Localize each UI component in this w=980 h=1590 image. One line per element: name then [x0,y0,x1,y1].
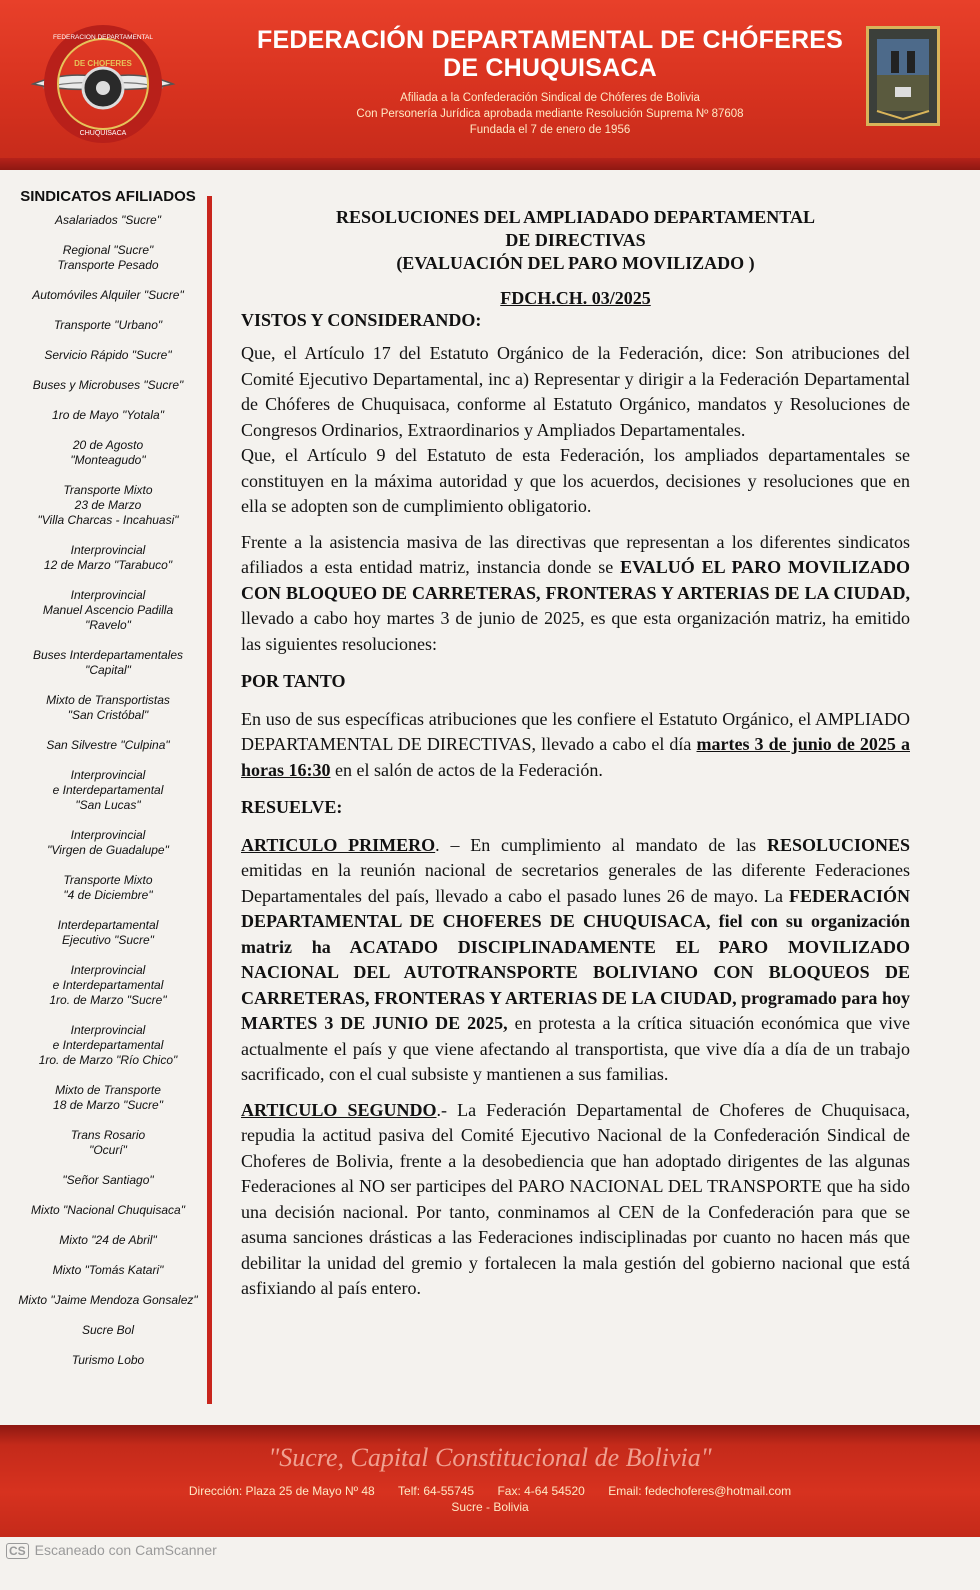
resolution-title: RESOLUCIONES DEL AMPLIADADO DEPARTAMENTAL DE DIRECTIVAS (EVALUACIÓN DEL PARO MOVILIZADO ) [336,207,815,273]
footer-address: Dirección: Plaza 25 de Mayo Nº 48 [188,1484,375,1498]
article-one-label: ARTICULO PRIMERO [241,834,436,855]
letterhead-header [0,0,980,170]
affiliated-union-item: Mixto "Tomás Katari" [52,1263,164,1277]
camscanner-icon: CS [6,1543,29,1559]
affiliated-union-item: Mixto "Jaime Mendoza Gonsalez" [18,1293,198,1307]
logo-text-mid: DE CHOFERES [74,59,132,68]
logo-text-bottom: CHUQUISACA [79,130,127,137]
article-two-label: ARTICULO SEGUNDO [241,1099,437,1120]
considerando-paragraph-2: Que, el Artículo 9 del Estatuto de esta Federación, los ampliados departamentales se constituyen en la máxima autoridad y que los acuerdos, decisiones y resoluciones que en ella se adopten son de cumplimiento obligatorio. [241,445,910,516]
affiliated-union-item: Interprovincial e Interdepartamental "San Lucas" [52,768,164,812]
affiliated-union-item: 1ro de Mayo "Yotala" [52,408,164,422]
legal-status-text: Con Personería Jurídica aprobada mediante Resolución Suprema Nº 87608 [356,108,744,120]
article-one-text-c: emitidas en la reunión nacional de secretarios generales de las diferente Federaciones Departamentales del país, llevado a cabo el pasado lunes 26 de mayo. La [241,860,910,906]
affiliated-union-item: Trans Rosario "Ocurí" [70,1128,146,1157]
affiliated-union-item: Servicio Rápido "Sucre" [44,348,172,362]
attributions-text-start: En uso de sus específicas atribuciones que les confiere el Estatuto Orgánico, el AMPLIADO DEPARTAMENTAL DE DIRECTIVAS, llevado a cabo el día [241,708,910,754]
affiliated-union-item: Automóviles Alquiler "Sucre" [32,288,184,302]
footer-city: Sucre - Bolivia [451,1500,529,1514]
meeting-date-text: martes 3 de junio de 2025 a horas 16:30 [241,734,910,780]
vistos-heading: VISTOS Y CONSIDERANDO: [241,310,482,330]
affiliated-union-item: Transporte Mixto 23 de Marzo "Villa Charcas - Incahuasi" [37,483,179,527]
founded-text: Fundada el 7 de enero de 1956 [469,124,631,136]
federation-title-line1: FEDERACIÓN DEPARTAMENTAL DE CHÓFERES [257,26,843,54]
resolution-body [241,206,910,1312]
affiliated-unions-list [10,213,206,1368]
affiliated-union-item: Sucre Bol [81,1323,135,1337]
affiliated-union-item: Mixto "Nacional Chuquisaca" [31,1203,185,1217]
affiliated-union-item: Transporte "Urbano" [53,318,163,332]
affiliated-union-item: Mixto "24 de Abril" [59,1233,157,1247]
evaluation-paragraph [241,530,910,658]
camscanner-text: Escaneado con CamScanner [34,1542,217,1558]
affiliated-union-item: Mixto de Transportistas "San Cristóbal" [46,693,170,722]
article-one-bold-b: RESOLUCIONES [766,834,911,855]
resolution-code: FDCH.CH. 03/2025 [500,288,651,308]
affiliated-union-item: Transporte Mixto "4 de Diciembre" [63,873,153,902]
article-one-paragraph [241,833,910,1088]
footer-email: Email: fedechoferes@hotmail.com [608,1484,792,1498]
article-two-text: .- La Federación Departamental de Choferes de Chuquisaca, repudia la actitud pasiva del Comité Ejecutivo Nacional de la Confederación Sindical de Choferes de Bolivia, frente a la desobediencia que han adoptado dirigentes de las algunas Federaciones al NO ser participes del PARO NACIONAL DEL TRANSPORTE que ha sido una decisión nacional. Por tanto, conminamos al CEN de la Confederación para que se asuma sanciones drásticas a las Federaciones indisciplinadas por cuanto no hacen más que debilitar la unidad del gremio y fortalecen la mala gestión del gobierno nacional que está asfixiando al país entero. [241,1099,910,1298]
affiliated-union-item: San Silvestre "Culpina" [46,738,170,752]
affiliated-union-item: Interprovincial "Virgen de Guadalupe" [47,828,169,857]
footer-slogan: "Sucre, Capital Constitucional de Bolivia" [268,1443,712,1472]
article-one-text-e: en protesta a la crítica situación económica que vive actualmente el país y que viene afectando al transportista, que vive día a día de un trabajo sacrificado, con el cual subsiste y mantienen a sus familias. [241,1013,911,1084]
affiliated-union-item: Interprovincial e Interdepartamental 1ro. de Marzo "Sucre" [49,963,167,1007]
resuelve-heading: RESUELVE: [241,797,343,817]
affiliated-unions-sidebar [10,188,206,1410]
footer-phone: Telf: 64-55745 [398,1484,475,1498]
sidebar-title: SINDICATOS AFILIADOS [20,188,196,205]
vertical-divider [207,196,212,1404]
affiliated-union-item: Interprovincial 12 de Marzo "Tarabuco" [43,543,173,572]
logo-text-top: FEDERACION DEPARTAMENTAL [53,34,153,41]
article-one-bold-d: FEDERACIÓN DEPARTAMENTAL DE CHOFERES DE CHUQUISACA, fiel con su organización matriz ha ACATADO DISCIPLINADAMENTE EL PARO MOVILIZADO NACIONAL DEL AUTOTRANSPORTE BOLIVIANO CON BLOQUEOS DE CARRETERAS, FRONTERAS Y ARTERIAS DE LA CIUDAD, programado para hoy MARTES 3 DE JUNIO DE 2025, [241,885,910,1033]
federation-title-line2: DE CHUQUISACA [443,54,657,82]
affiliated-union-item: Buses Interdepartamentales "Capital" [32,648,184,677]
affiliated-union-item: Buses y Microbuses "Sucre" [32,378,184,392]
attributions-paragraph [241,707,910,784]
article-two-paragraph [241,1098,910,1302]
letterhead-footer [0,1425,980,1537]
affiliated-union-item: Interdepartamental Ejecutivo "Sucre" [57,918,159,947]
camscanner-watermark [6,1542,217,1559]
federation-subtitle [250,90,850,138]
footer-contact [0,1483,980,1515]
evaluation-text-start: Frente a la asistencia masiva de las directivas que representan a los diferentes sindicatos afiliados a esta entidad matriz, instancia donde se [241,531,910,577]
federation-logo [28,22,178,147]
footer-fax: Fax: 4-64 54520 [497,1484,585,1498]
federation-title [250,26,850,82]
evaluation-bold-text: EVALUÓ EL PARO MOVILIZADO CON BLOQUEO DE CARRETERAS, FRONTERAS Y ARTERIAS DE LA CIUDAD, [241,557,910,603]
por-tanto-heading: POR TANTO [241,671,346,691]
affiliated-union-item: 20 de Agosto "Monteagudo" [70,438,146,467]
evaluation-text-end: llevado a cabo hoy martes 3 de junio de 2025, es que esta organización matriz, ha emitido las siguientes resoluciones: [241,608,910,654]
considerando-paragraph-1: Que, el Artículo 17 del Estatuto Orgánico de la Federación, dice: Son atribuciones del Comité Ejecutivo Departamental, inc a) Representar y dirigir a la Federación Departamental de Chóferes de Chuquisaca, conforme al Estatuto Orgánico, mandatos y Resoluciones de Congresos Ordinarios, Extraordinarios y Ampliados Departamentales. [241,343,910,440]
chuquisaca-coat-of-arms [866,26,940,126]
affiliated-union-item: Mixto de Transporte 18 de Marzo "Sucre" [53,1083,163,1112]
affiliated-union-item: Interprovincial e Interdepartamental 1ro. de Marzo "Río Chico" [38,1023,178,1067]
affiliation-text: Afiliada a la Confederación Sindical de Chóferes de Bolivia [400,92,700,104]
affiliated-union-item: Asalariados "Sucre" [55,213,161,227]
attributions-text-end: en el salón de actos de la Federación. [330,759,603,780]
affiliated-union-item: "Señor Santiago" [62,1173,154,1187]
affiliated-union-item: Turismo Lobo [71,1353,145,1367]
affiliated-union-item: Interprovincial Manuel Ascencio Padilla "Ravelo" [42,588,174,632]
article-one-text-a: . – En cumplimiento al mandato de las [435,834,767,855]
affiliated-union-item: Regional "Sucre" Transporte Pesado [57,243,159,272]
